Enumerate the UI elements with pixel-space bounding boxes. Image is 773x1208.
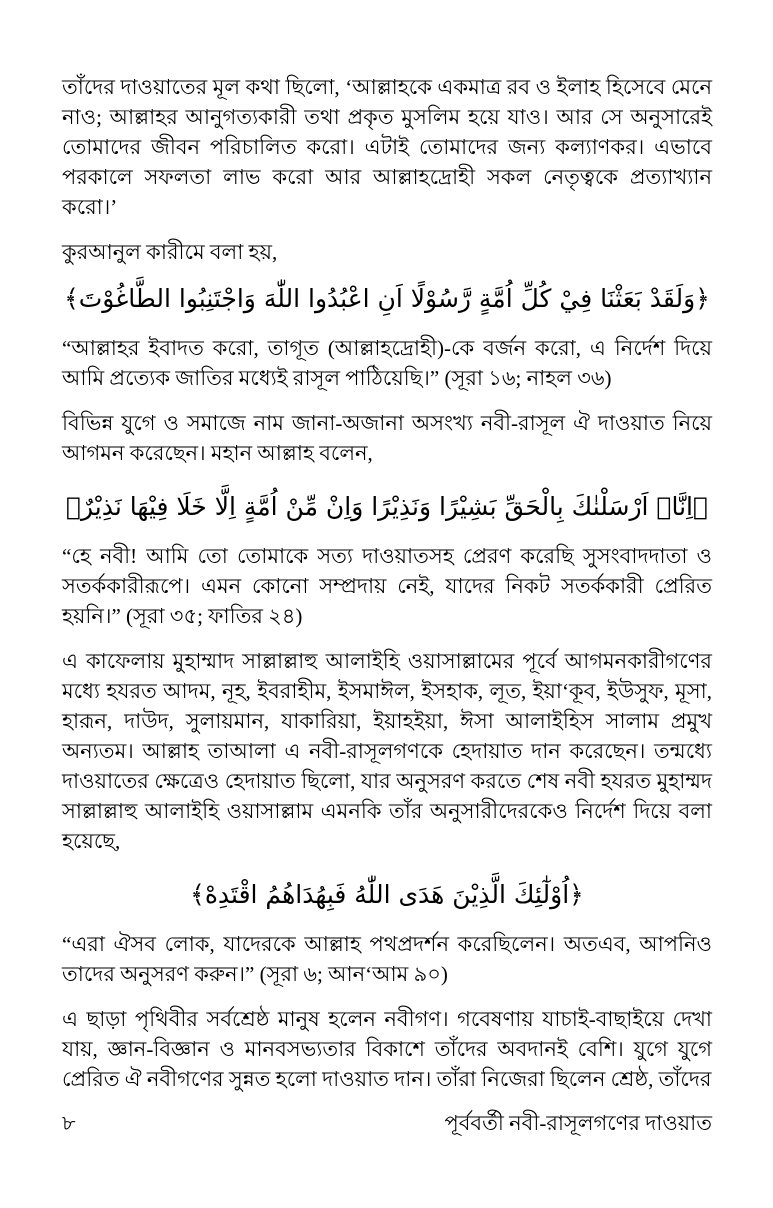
- verse-reference-3: (সূরা ৬; আন‘আম ৯০): [259, 962, 448, 986]
- verse-translation-block-3: [62, 929, 712, 989]
- body-paragraph-2: বিভিন্ন যুগে ও সমাজে নাম জানা-অজানা অসংখ্য নবী-রাসূল ঐ দাওয়াত নিয়ে আগমন করেছেন। মহান আল্লাহ বলেন,: [62, 411, 712, 465]
- page-footer: [62, 1107, 712, 1142]
- verse-reference-2: (সূরা ৩৫; ফাতির ২৪): [126, 604, 303, 628]
- quran-verse-arabic-3: ﴿اُوْلٰٓئِكَ الَّذِيْنَ هَدَى اللّٰهُ فَبِهُدَاهُمُ اقْتَدِهْ﴾: [190, 880, 584, 909]
- body-paragraph-1: তাঁদের দাওয়াতের মূল কথা ছিলো, ‘আল্লাহকে একমাত্র রব ও ইলাহ হিসেবে মেনে নাও; আল্লাহর আনুগত্যকারী তথা প্রকৃত মুসলিম হয়ে যাও। আর সে অনুসারেই তোমাদের জীবন পরিচালিত করো। এটাই তোমাদের জন্য কল্যাণকর। এভাবে পরকালে সফলতা লাভ করো আর আল্লাহদ্রোহী সকল নেতৃত্বকে প্রত্যাখ্যান করো।’: [62, 75, 712, 219]
- verse-reference-1: (সূরা ১৬; নাহল ৩৬): [444, 366, 612, 390]
- quran-intro-line: কুরআনুল কারীমে বলা হয়,: [62, 240, 278, 264]
- page-number: ৮: [62, 1111, 76, 1135]
- verse-translation-2: “হে নবী! আমি তো তোমাকে সত্য দাওয়াতসহ প্রেরণ করেছি সুসংবাদদাতা ও সতর্ককারীরূপে। এমন কোনো সম্প্রদায় নেই, যাদের নিকট সতর্ককারী প্রেরিত হয়নি।”: [62, 544, 712, 628]
- page-body: [62, 72, 712, 1109]
- body-paragraph-4: এ ছাড়া পৃথিবীর সর্বশ্রেষ্ঠ মানুষ হলেন নবীগণ। গবেষণায় যাচাই-বাছাইয়ে দেখা যায়, জ্ঞান-বিজ্ঞান ও মানবসভ্যতার বিকাশে তাঁদের অবদানই বেশি। যুগে যুগে প্রেরিত ঐ নবীগণের সুন্নত হলো দাওয়াত দান। তাঁরা নিজেরা ছিলেন শ্রেষ্ঠ, তাঁদের: [62, 1007, 712, 1091]
- body-paragraph-3: এ কাফেলায় মুহাম্মাদ সাল্লাল্লাহু আলাইহি ওয়াসাল্লামের পূর্বে আগমনকারীগণের মধ্যে হযরত আদম, নূহ, ইবরাহীম, ইসমাঈল, ইসহাক, লূত, ইয়া‘কূব, ইউসুফ, মূসা, হারূন, দাউদ, সুলায়মান, যাকারিয়া, ইয়াহইয়া, ঈসা আলাইহিস সালাম প্রমুখ অন্যতম। আল্লাহ তাআলা এ নবী-রাসূলগণকে হেদায়াত দান করেছেন। তন্মধ্যে দাওয়াতের ক্ষেত্রেও হেদায়াত ছিলো, যার অনুসরণ করতে শেষ নবী হযরত মুহাম্মদ সাল্লাল্লাহু আলাইহি ওয়াসাল্লাম এমনকি তাঁর অনুসারীদেরকেও নির্দেশ দিয়ে বলা হয়েছে,: [62, 649, 712, 853]
- quran-verse-arabic-1: ﴿وَلَقَدْ بَعَثْنَا فِيْ كُلِّ اُمَّةٍ رَّسُوْلًا اَنِ اعْبُدُوا اللّٰهَ وَاجْتَنِبُوا الطَّاغُوْتَ﴾: [64, 284, 710, 313]
- running-footer-title: পূর্ববর্তী নবী-রাসূলগণের দাওয়াত: [444, 1111, 712, 1135]
- verse-translation-3: “এরা ঐসব লোক, যাদেরকে আল্লাহ পথপ্রদর্শন করেছিলেন। অতএব, আপনিও তাদের অনুসরণ করুন।”: [62, 932, 712, 986]
- quran-verse-arabic-2: ﴿اِنَّاۤ اَرْسَلْنٰكَ بِالْحَقِّ بَشِيْرًا وَنَذِيْرًا وَاِنْ مِّنْ اُمَّةٍ اِلَّا خَلَا فِيْهَا نَذِيْرٌ﴾: [66, 492, 708, 521]
- verse-translation-block-2: [62, 541, 712, 631]
- verse-translation-1: “আল্লাহর ইবাদত করো, তাগূত (আল্লাহদ্রোহী)-কে বর্জন করো, এ নির্দেশ দিয়ে আমি প্রত্যেক জাতির মধ্যেই রাসূল পাঠিয়েছি।”: [62, 336, 712, 390]
- verse-translation-block-1: [62, 333, 712, 393]
